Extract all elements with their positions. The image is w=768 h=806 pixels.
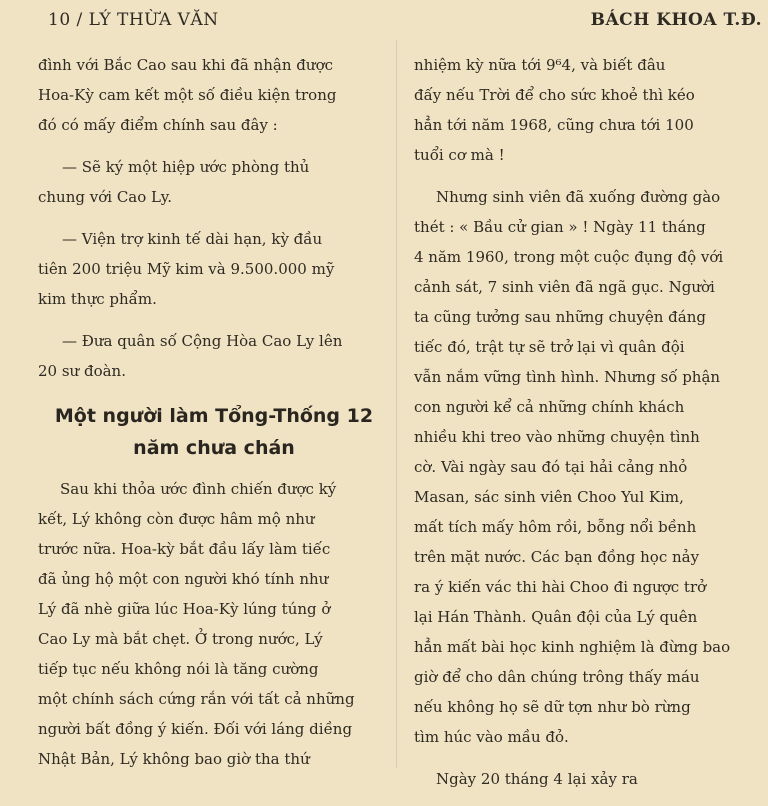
paragraph [414, 764, 766, 794]
text-line: thét : « Bầu cử gian » ! Ngày 11 tháng [414, 218, 706, 236]
text-line: Sau khi thỏa ước đình chiến được ký [60, 480, 337, 498]
header-publication-title: BÁCH KHOA T.Đ. [590, 10, 762, 30]
right-column [414, 50, 766, 806]
text-line: người bất đồng ý kiến. Đối với láng diềng [38, 720, 353, 738]
text-line: 20 sư đoàn. [38, 362, 126, 380]
list-item [38, 152, 390, 212]
text-line: tuổi cơ mà ! [414, 146, 505, 164]
heading-line: năm chưa chán [133, 437, 295, 459]
section-heading [38, 400, 390, 464]
list-item [38, 224, 390, 314]
text-line: trên mặt nước. Các bạn đồng học nảy [414, 548, 700, 566]
text-line: kết, Lý không còn được hâm mộ như [38, 510, 315, 528]
paragraph [38, 474, 390, 774]
paragraph [414, 50, 766, 170]
text-line: tìm húc vào mầu đỏ. [414, 728, 569, 746]
text-line: đình với Bắc Cao sau khi đã nhận được [38, 56, 333, 74]
text-line: kim thực phẩm. [38, 290, 157, 308]
text-line: 4 năm 1960, trong một cuộc đụng độ với [414, 248, 724, 266]
text-line: ra ý kiến vác thi hài Choo đi ngược trở [414, 578, 707, 596]
page-header [0, 6, 768, 32]
column-divider [396, 40, 397, 768]
text-line: trước nữa. Hoa-kỳ bắt đầu lấy làm tiếc [38, 540, 331, 558]
text-line: — Sẽ ký một hiệp ước phòng thủ [62, 158, 310, 176]
heading-line: Một người làm Tổng-Thống 12 [54, 405, 374, 427]
text-line: cảnh sát, 7 sinh viên đã ngã gục. Người [414, 278, 715, 296]
text-line: đó có mấy điểm chính sau đây : [38, 116, 278, 134]
text-line: hẳn mất bài học kinh nghiệm là đừng bao [414, 638, 731, 656]
text-line: đấy nếu Trời để cho sức khoẻ thì kéo [414, 86, 695, 104]
text-line: nhiệm kỳ nữa tới 9⁶4, và biết đâu [414, 56, 666, 74]
paragraph [414, 182, 766, 752]
text-line: cờ. Vài ngày sau đó tại hải cảng nhỏ [414, 458, 688, 476]
text-line: — Đưa quân số Cộng Hòa Cao Ly lên [62, 332, 343, 350]
text-line: Nhật Bản, Lý không bao giờ tha thứ [38, 750, 310, 768]
text-line: Cao Ly mà bắt chẹt. Ở trong nước, Lý [38, 630, 323, 648]
text-line: — Viện trợ kinh tế dài hạn, kỳ đầu [62, 230, 323, 248]
text-line: ta cũng tưởng sau những chuyện đáng [414, 308, 706, 326]
text-line: con người kể cả những chính khách [414, 398, 685, 416]
text-line: Masan, sác sinh viên Choo Yul Kim, [414, 488, 684, 506]
text-line: Lý đã nhè giữa lúc Hoa-Kỳ lúng túng ở [38, 600, 331, 618]
paragraph [38, 50, 390, 140]
header-page-number-and-author: 10 / LÝ THỪA VĂN [48, 10, 219, 30]
text-line: một chính sách cứng rắn với tất cả những [38, 690, 355, 708]
text-line: tiên 200 triệu Mỹ kim và 9.500.000 mỹ [38, 260, 335, 278]
text-line: tiếp tục nếu không nói là tăng cường [38, 660, 319, 678]
text-line: Hoa-Kỳ cam kết một số điều kiện trong [38, 86, 337, 104]
text-line: mất tích mấy hôm rồi, bỗng nổi bềnh [414, 518, 697, 536]
text-line: chung với Cao Ly. [38, 188, 172, 206]
text-line: lại Hán Thành. Quân đội của Lý quên [414, 608, 698, 626]
text-line: giờ để cho dân chúng trông thấy máu [414, 668, 700, 686]
text-line: tiếc đó, trật tự sẽ trở lại vì quân đội [414, 338, 685, 356]
text-line: Nhưng sinh viên đã xuống đường gào [436, 188, 721, 206]
text-line: Ngày 20 tháng 4 lại xảy ra [436, 770, 638, 788]
list-item [38, 326, 390, 386]
left-column [38, 50, 390, 786]
text-line: đã ủng hộ một con người khó tính như [38, 570, 329, 588]
text-line: nhiều khi treo vào những chuyện tình [414, 428, 700, 446]
text-line: nếu không họ sẽ dữ tợn như bò rừng [414, 698, 691, 716]
text-line: hẳn tới năm 1968, cũng chưa tới 100 [414, 116, 694, 134]
text-line: vẫn nắm vững tình hình. Nhưng số phận [414, 368, 721, 386]
